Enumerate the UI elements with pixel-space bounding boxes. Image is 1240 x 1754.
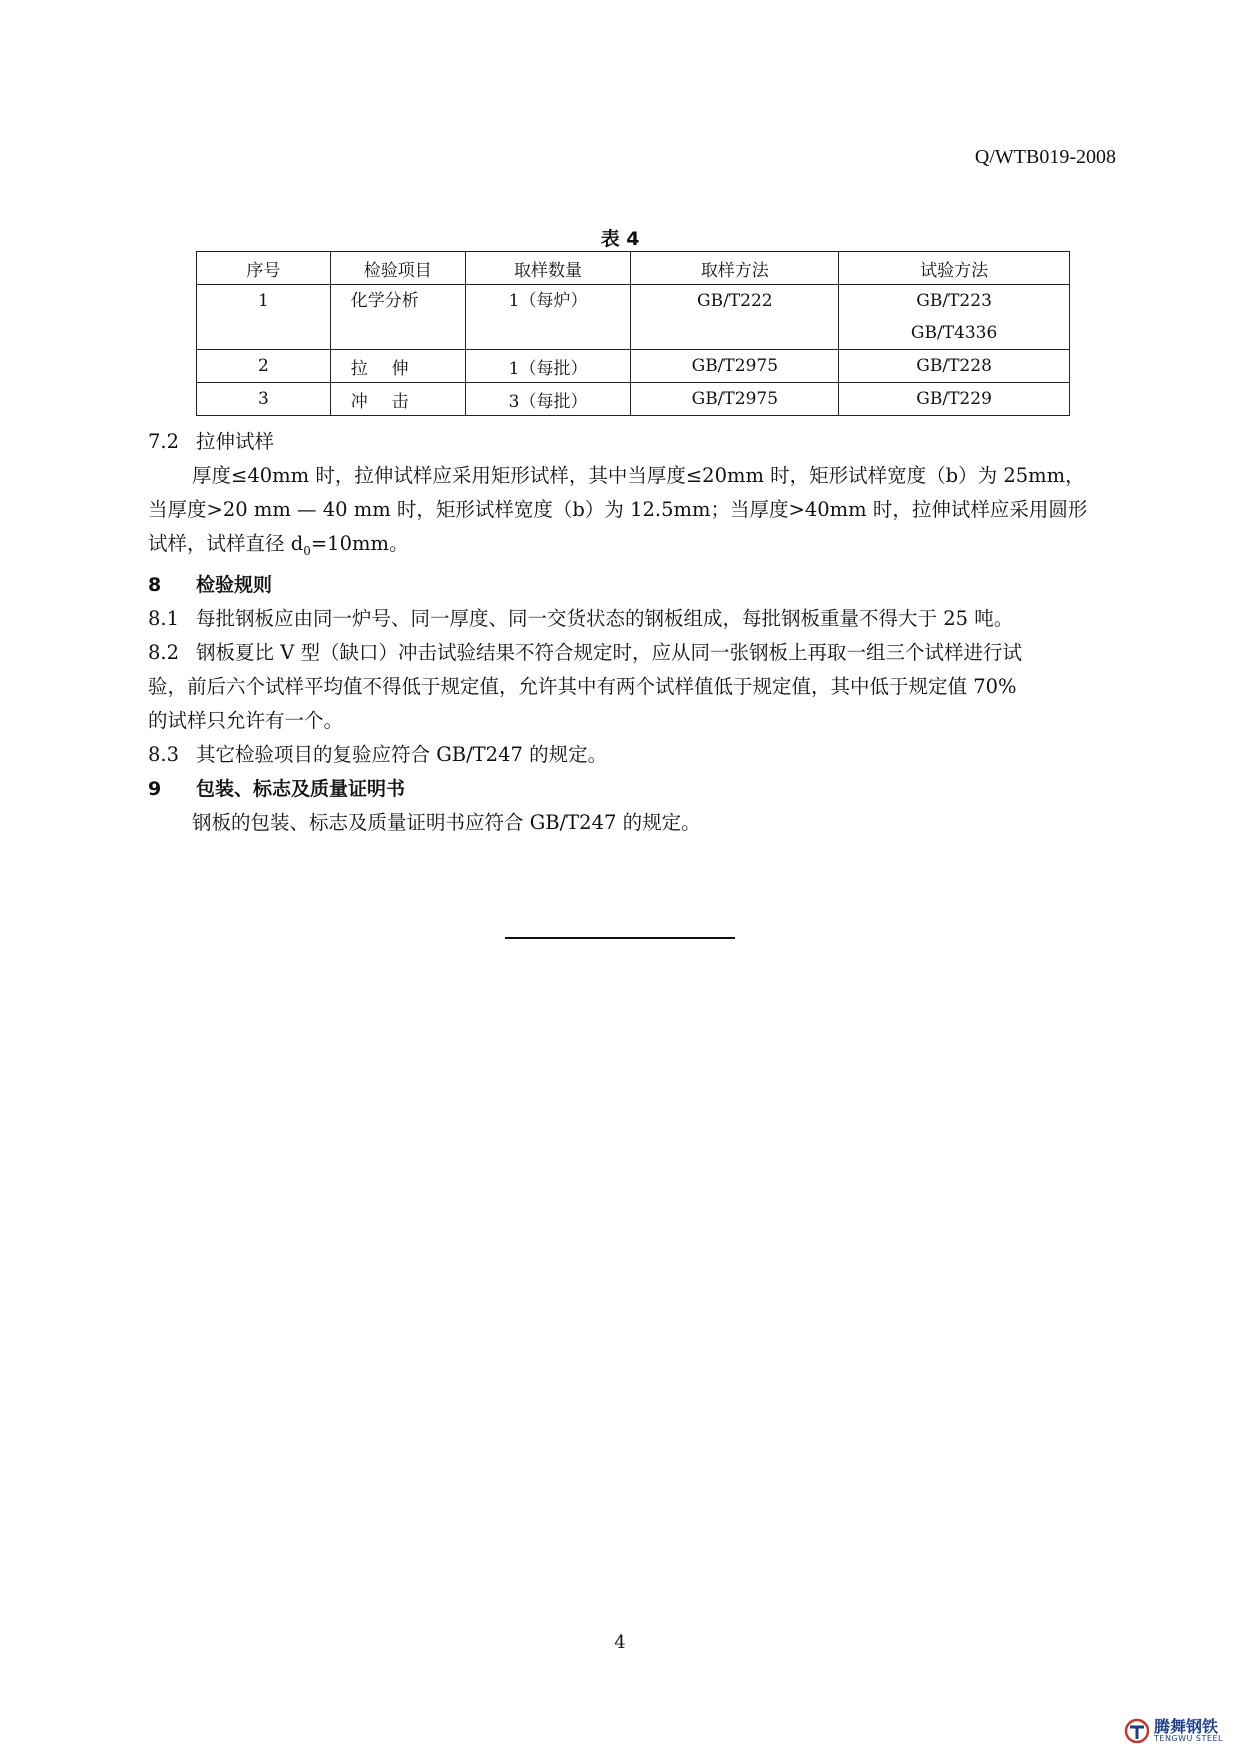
header-cell: 试验方法 — [839, 252, 1070, 285]
section-number: 7.2 — [148, 430, 180, 453]
paragraph-text: 钢板夏比 V 型（缺口）冲击试验结果不符合规定时，应从同一张钢板上再取一组三个试样进行试 — [196, 640, 1022, 664]
table-caption: 表 4 — [600, 228, 640, 250]
section-title: 包装、标志及质量证明书 — [196, 777, 406, 800]
section-number: 8.1 — [148, 606, 180, 630]
cell-item: 冲击 — [330, 383, 465, 416]
paragraph-text: 每批钢板应由同一炉号、同一厚度、同一交货状态的钢板组成，每批钢板重量不得大于 25 吨。 — [196, 606, 1014, 630]
section-8-3 — [148, 738, 1116, 772]
paragraph-line: 当厚度>20 mm — 40 mm 时，矩形试样宽度（b）为 12.5mm；当厚度>40mm 时，拉伸试样应采用圆形 — [148, 498, 1088, 521]
section-title: 拉伸试样 — [196, 430, 275, 453]
section-9-heading — [148, 772, 1116, 806]
section-8-2 — [148, 636, 1116, 670]
section-number: 8.2 — [148, 640, 180, 664]
paragraph-line: 钢板的包装、标志及质量证明书应符合 GB/T247 的规定。 — [192, 810, 701, 834]
paragraph-line: 验，前后六个试样平均值不得低于规定值，允许其中有两个试样值低于规定值，其中低于规定值 70% — [148, 674, 1017, 698]
cell-sampling: GB/T2975 — [631, 350, 839, 383]
cell-item: 拉伸 — [330, 350, 465, 383]
watermark-name-en: TENGWU STEEL — [1154, 1734, 1223, 1743]
paragraph-line: 厚度≤40mm 时，拉伸试样应采用矩形试样，其中当厚度≤20mm 时，矩形试样宽度（b）为 25mm， — [192, 464, 1085, 487]
cell-test: GB/T228 — [839, 350, 1070, 383]
test-method: GB/T223 — [916, 291, 992, 311]
cell-no: 1 — [197, 285, 331, 350]
test-method: GB/T4336 — [910, 323, 998, 343]
paragraph-line: 的试样只允许有一个。 — [148, 708, 344, 732]
section-number: 9 — [148, 777, 162, 800]
table-row — [197, 350, 1070, 383]
paragraph-line — [148, 527, 1116, 568]
header-cell: 检验项目 — [330, 252, 465, 285]
section-number: 8 — [148, 573, 162, 596]
doc-code: Q/WTB019-2008 — [974, 146, 1116, 168]
header-cell: 序号 — [197, 252, 331, 285]
table-row — [197, 285, 1070, 350]
inspection-table — [196, 251, 1070, 416]
section-number: 8.3 — [148, 742, 180, 766]
cell-test — [839, 285, 1070, 350]
cell-qty: 1（每炉） — [465, 285, 631, 350]
steel-logo-icon — [1124, 1718, 1150, 1744]
cell-no: 2 — [197, 350, 331, 383]
subscript: 0 — [303, 543, 311, 558]
section-title: 检验规则 — [196, 573, 273, 596]
end-rule — [505, 937, 735, 939]
header-cell: 取样数量 — [465, 252, 631, 285]
paragraph-text: 其它检验项目的复验应符合 GB/T247 的规定。 — [196, 742, 608, 766]
section-8-1 — [148, 602, 1116, 636]
section-7-2-heading — [148, 425, 1116, 459]
text-run: 试样，试样直径 d — [148, 532, 304, 555]
table-row — [197, 383, 1070, 416]
table-header-row — [197, 252, 1070, 285]
cell-qty: 1（每批） — [465, 350, 631, 383]
cell-test: GB/T229 — [839, 383, 1070, 416]
section-8-heading — [148, 568, 1116, 602]
header-cell: 取样方法 — [631, 252, 839, 285]
page-number: 4 — [614, 1632, 626, 1653]
watermark-name-cn: 腾舞钢铁 — [1154, 1717, 1219, 1736]
cell-sampling: GB/T222 — [631, 285, 839, 350]
cell-qty: 3（每批） — [465, 383, 631, 416]
cell-item: 化学分析 — [330, 285, 465, 350]
watermark — [1124, 1718, 1223, 1744]
cell-no: 3 — [197, 383, 331, 416]
body-text — [148, 425, 1116, 840]
text-run: =10mm。 — [310, 532, 409, 555]
cell-sampling: GB/T2975 — [631, 383, 839, 416]
